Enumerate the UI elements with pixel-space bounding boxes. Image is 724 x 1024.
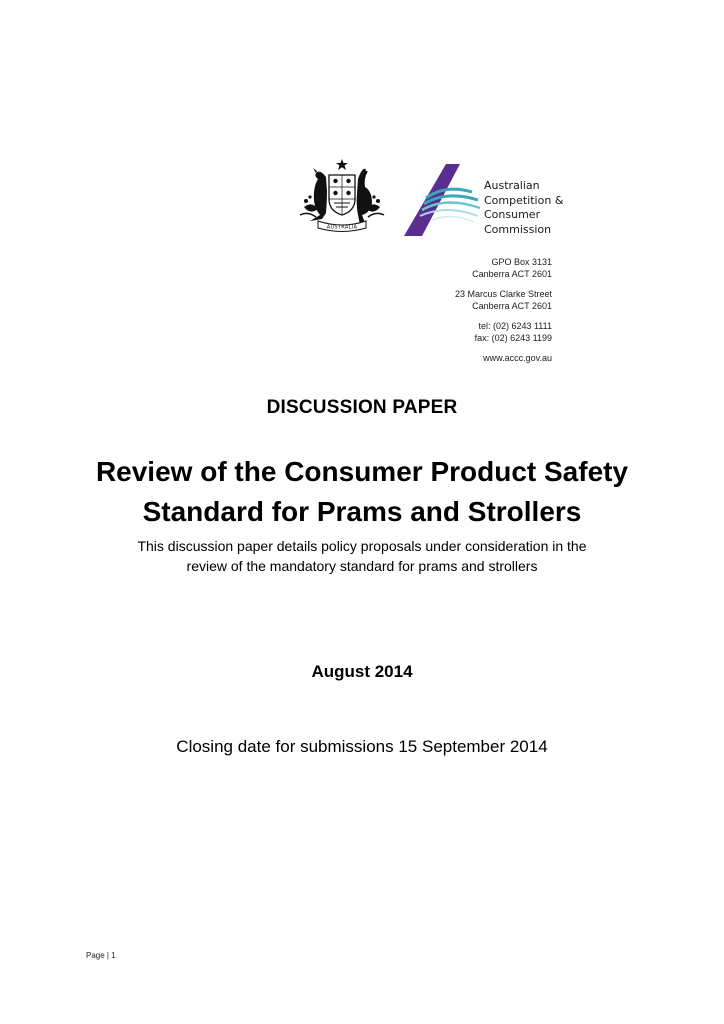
title-line: Standard for Prams and Strollers [142, 496, 582, 527]
document-type: DISCUSSION PAPER [266, 397, 458, 418]
svg-text:AUSTRALIA: AUSTRALIA [326, 224, 358, 231]
page-number: Page | 1 [86, 951, 116, 960]
postal-address [455, 256, 552, 280]
po-city: Canberra ACT 2601 [472, 269, 552, 279]
organisation-name-line: Commission [484, 222, 552, 236]
accc-logo-icon [402, 162, 482, 238]
title-line: Review of the Consumer Product Safety [95, 456, 629, 487]
website-link: www.accc.gov.au [483, 353, 552, 363]
organisation-address [455, 256, 552, 364]
closing-date: Closing date for submissions 15 September 2014 [176, 737, 548, 756]
subtitle-line: review of the mandatory standard for prams and strollers [186, 558, 538, 574]
website [455, 352, 552, 364]
street-city: Canberra ACT 2601 [472, 301, 552, 311]
contact-numbers [455, 320, 552, 344]
organisation-name [484, 179, 563, 237]
coat-of-arms-logo [296, 157, 388, 239]
organisation-name-line: Australian [484, 179, 540, 192]
publication-date: August 2014 [311, 662, 413, 681]
organisation-name-line: Consumer [484, 208, 541, 221]
street-address [455, 288, 552, 312]
street: 23 Marcus Clarke Street [454, 289, 552, 299]
organisation-name-line: Competition & [484, 193, 564, 207]
subtitle-line: This discussion paper details policy proposals under consideration in the [137, 538, 587, 554]
document-subtitle [0, 536, 724, 576]
document-title [0, 452, 724, 532]
telephone: tel: (02) 6243 1111 [478, 321, 552, 331]
fax: fax: (02) 6243 1199 [474, 333, 552, 343]
po-box: GPO Box 3131 [491, 257, 552, 267]
